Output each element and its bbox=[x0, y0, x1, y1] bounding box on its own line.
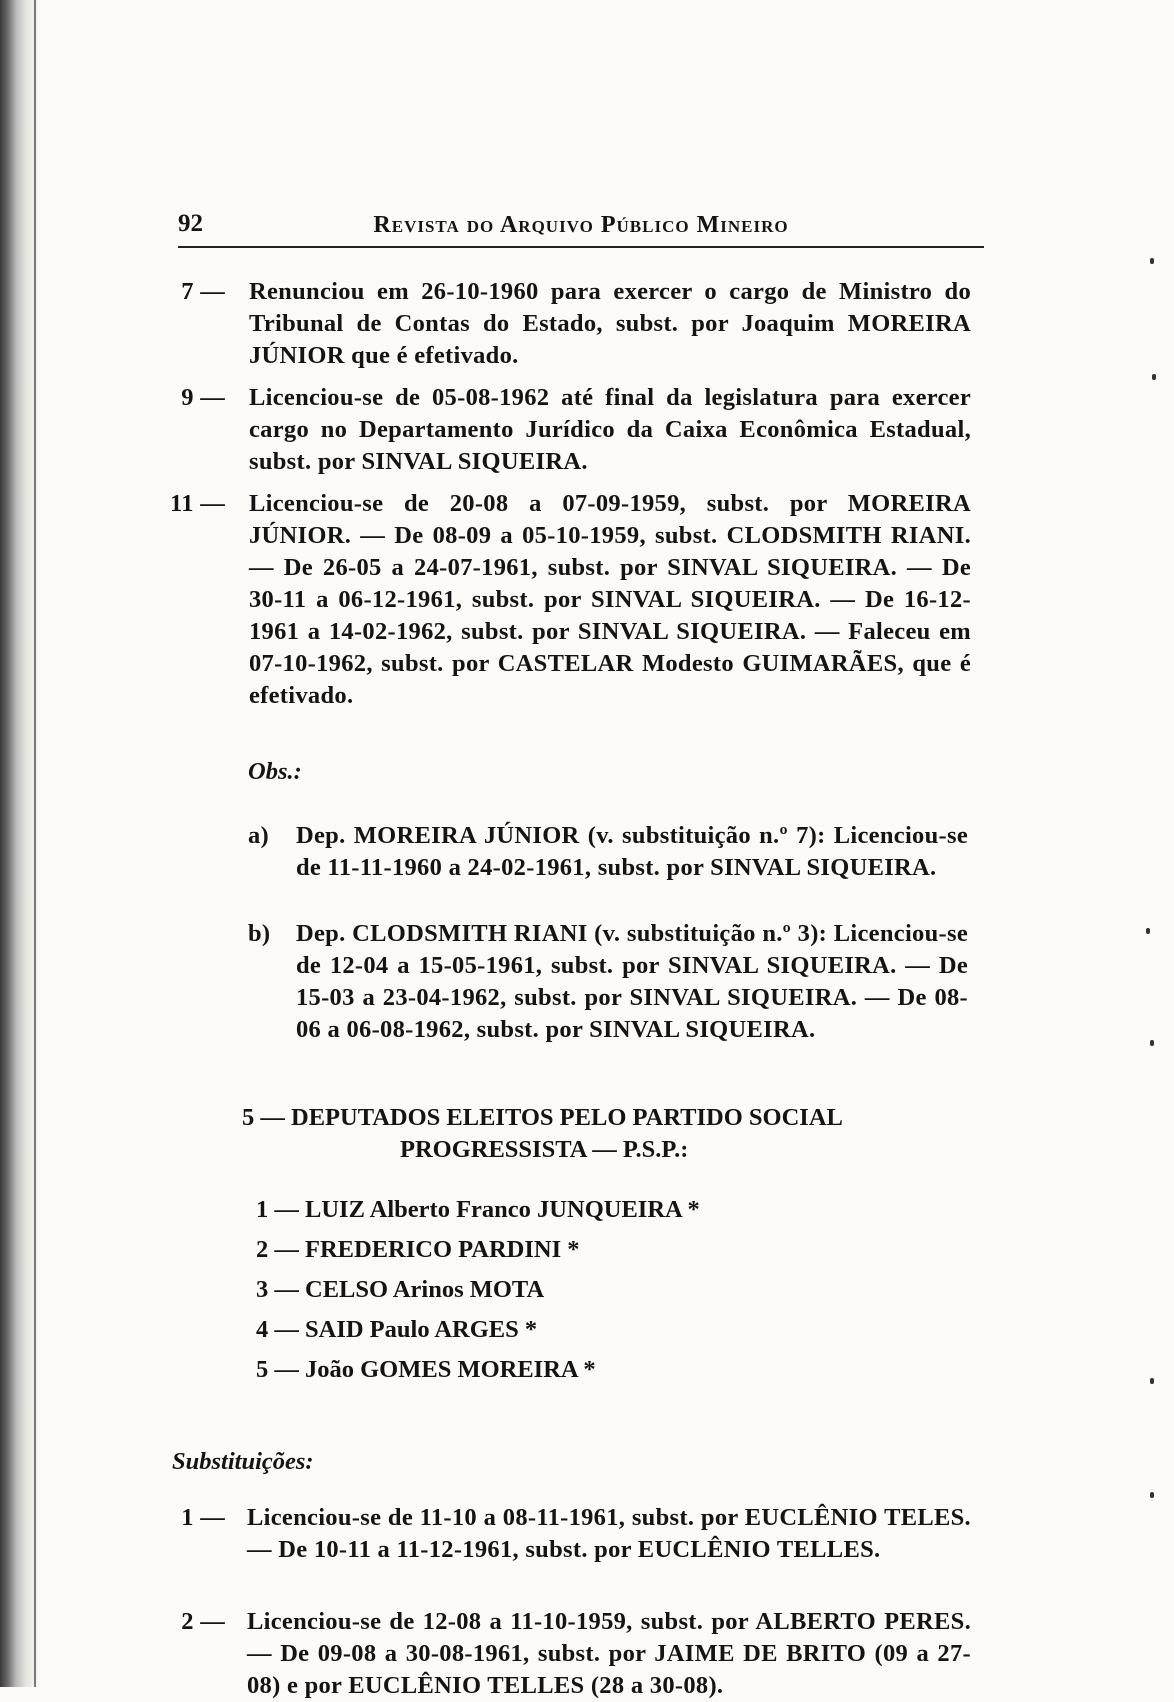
entry-text: Licenciou-se de 12-08 a 11-10-1959, subst. por ALBERTO PERES. — De 09-08 a 30-08-1961, subst. por JAIME DE BRITO (09 a 27-08) e por EUCLÊNIO TELLES (28 a 30-08). bbox=[247, 1608, 971, 1699]
scan-speck bbox=[1152, 374, 1156, 380]
entry-text: Licenciou-se de 11-10 a 08-11-1961, subst. por EUCLÊNIO TELES. — De 10-11 a 11-12-1961, subst. por EUCLÊNIO TELLES. bbox=[247, 1504, 971, 1563]
entry-number: 11 — bbox=[170, 490, 225, 517]
entry-text: Licenciou-se de 20-08 a 07-09-1959, subst. por MOREIRA JÚNIOR. — De 08-09 a 05-10-1959, subst. CLODSMITH RIANI. — De 26-05 a 24-07-1961, subst. por SINVAL SIQUEIRA. — De 30-11 a 06-12-1961, subst. por SINVAL SIQUEIRA. — De 16-12-1961 a 14-02-1962, subst. por SINVAL SIQUEIRA. — Faleceu em 07-10-1962, subst. por CASTELAR Modesto GUIMARÃES, que é efetivado. bbox=[249, 490, 971, 709]
entry-text: Renunciou em 26-10-1960 para exercer o cargo de Ministro do Tribunal de Contas do Estado, subst. por Joaquim MOREIRA JÚNIOR que é efetivado. bbox=[249, 278, 971, 369]
entry-number: 2 — bbox=[181, 1608, 225, 1635]
member-item: 3 — CELSO Arinos MOTA bbox=[256, 1276, 545, 1303]
member-item: 2 — FREDERICO PARDINI * bbox=[256, 1236, 580, 1263]
member-item: 4 — SAID Paulo ARGES * bbox=[256, 1316, 538, 1343]
scan-speck bbox=[1150, 1492, 1154, 1498]
obs-letter: b) bbox=[248, 920, 271, 947]
scan-speck bbox=[1150, 258, 1154, 264]
entry-number: 1 — bbox=[181, 1504, 225, 1531]
substitutions-label: Substituições: bbox=[172, 1448, 314, 1475]
scan-speck bbox=[1150, 1378, 1154, 1384]
page-header bbox=[178, 210, 984, 248]
entry-number: 9 — bbox=[181, 384, 225, 411]
obs-label: Obs.: bbox=[248, 758, 302, 785]
obs-text: Dep. CLODSMITH RIANI (v. substituição n.º 3): Licenciou-se de 12-04 a 15-05-1961, subst. por SINVAL SIQUEIRA. — De 15-03 a 23-04-1962, subst. por SINVAL SIQUEIRA. — De 08-06 a 06-08-1962, subst. por SINVAL SIQUEIRA. bbox=[296, 920, 968, 1043]
entry-number: 7 — bbox=[181, 278, 225, 305]
obs-text: Dep. MOREIRA JÚNIOR (v. substituição n.º 7): Licenciou-se de 11-11-1960 a 24-02-1961, subst. por SINVAL SIQUEIRA. bbox=[296, 822, 968, 881]
scan-speck bbox=[1146, 928, 1150, 934]
member-item: 1 — LUIZ Alberto Franco JUNQUEIRA * bbox=[256, 1196, 700, 1223]
party-heading-line1: 5 — DEPUTADOS ELEITOS PELO PARTIDO SOCIAL bbox=[242, 1104, 843, 1131]
party-heading-line2: PROGRESSISTA — P.S.P.: bbox=[400, 1136, 689, 1163]
member-item: 5 — João GOMES MOREIRA * bbox=[256, 1356, 596, 1383]
scan-speck bbox=[1150, 1040, 1154, 1046]
gutter-line bbox=[34, 0, 36, 1687]
entry-text: Licenciou-se de 05-08-1962 até final da legislatura para exercer cargo no Departamento Jurídico da Caixa Econômica Estadual, subst. por SINVAL SIQUEIRA. bbox=[249, 384, 971, 475]
obs-letter: a) bbox=[248, 822, 270, 849]
running-title: Revista do Arquivo Público Mineiro bbox=[373, 212, 789, 238]
page-number: 92 bbox=[178, 210, 203, 237]
